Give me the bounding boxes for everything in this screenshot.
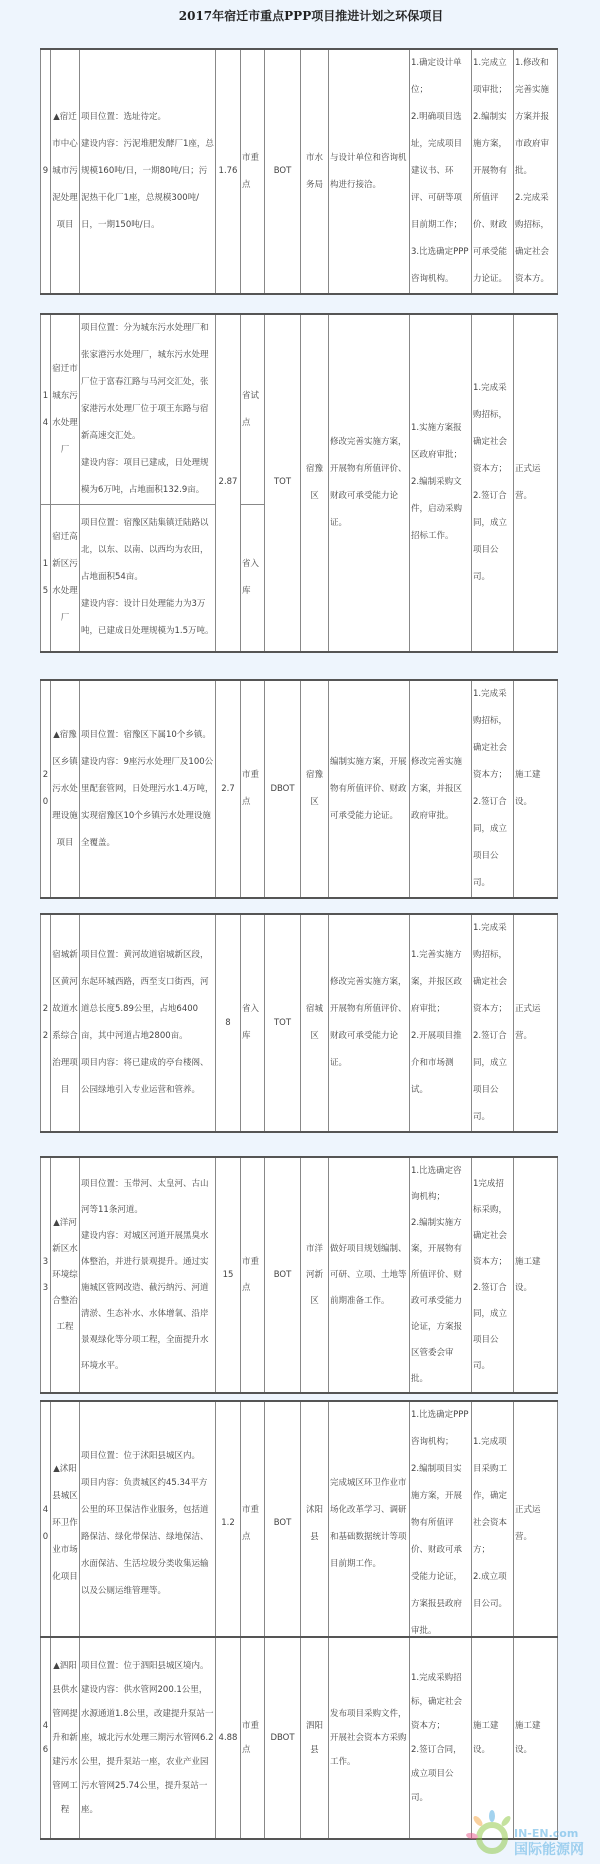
responsible-unit: 沭阳县	[301, 1401, 329, 1646]
responsible-unit: 市水务局	[301, 49, 329, 294]
project-table	[40, 679, 558, 899]
plan-phase-1-line: 1.完成采购招标，确定社会资本方；	[411, 1673, 463, 1731]
project-name: ▲洋河新区水环境综合整治工程	[51, 1157, 80, 1393]
cooperation-mode: TOT	[265, 314, 301, 652]
project-index: 40	[41, 1401, 51, 1646]
project-content-line: 项目位置：选址待定。	[81, 112, 167, 122]
project-content-line: 项目位置：黄河故道宿城新区段，东起环城西路，西至支口街西，河道总长度5.89公里，占地6400亩，其中河道占地2800亩。	[81, 950, 209, 1041]
plan-phase-3-line: 1.修改和完善实施方案并报市政府审批。	[515, 58, 550, 176]
plan-phase-3	[514, 1157, 558, 1393]
plan-phase-3	[514, 49, 558, 294]
plan-phase-3-line: 施工建设。	[515, 770, 541, 807]
project-content-line: 项目位置：玉带河、太皇河、古山河等11条河道。	[81, 1179, 209, 1215]
plan-phase-2-line: 1.完成采购招标，确定社会资本方；	[473, 689, 508, 780]
project-table	[40, 313, 558, 653]
plan-phase-1-line: 2.编制采购文件，启动采购招标工作。	[411, 477, 463, 542]
plan-phase-1-line: 2.编制项目实施方案，开展物有所值评价、财政可承受能力论证，方案报县政府审批。	[411, 1464, 463, 1636]
plan-phase-3-line: 正式运营。	[515, 1504, 541, 1542]
project-level: 市重点	[241, 1637, 265, 1839]
project-table	[40, 1400, 558, 1647]
project-index: 9	[41, 49, 51, 294]
project-content-line: 项目内容：负责城区约45.34平方公里的环卫保洁作业服务，包括道路保洁、绿化带保洁、绿地保洁、水面保洁、生活垃圾分类收集运输以及公厕运维管理等。	[81, 1477, 209, 1596]
project-name: ▲泗阳县供水管网提升和新建污水管网工程	[51, 1637, 80, 1839]
project-index: 33	[41, 1157, 51, 1393]
cooperation-mode: BOT	[265, 49, 301, 294]
current-progress-line: 发布项目采购文件，开展社会资本方采购工作。	[330, 1709, 407, 1767]
project-name: ▲宿豫区乡镇污水处理设施项目	[51, 680, 80, 898]
plan-phase-2-line: 2.成立项目公司。	[473, 1572, 508, 1609]
project-table	[40, 48, 558, 295]
plan-phase-2-line: 1.完成项目采购工作，确定社会资本方；	[473, 1437, 508, 1555]
current-progress-line: 修改完善实施方案，开展物有所值评价、财政可承受能力论证。	[330, 436, 407, 528]
project-content	[80, 680, 216, 898]
plan-phase-1	[410, 680, 472, 898]
plan-phase-1-line: 修改完善实施方案，并报区政府审批。	[411, 756, 463, 821]
current-progress-line: 修改完善实施方案，开展物有所值评价、财政可承受能力论证。	[330, 977, 407, 1068]
project-content	[80, 914, 216, 1132]
project-level: 市重点	[241, 1401, 265, 1646]
project-content-line: 项目位置：宿豫区陆集镇迁陆路以北，以东、以南、以西均为农田，占地面积54亩。	[81, 518, 209, 583]
project-level: 省入库	[241, 505, 265, 652]
current-progress-line: 与设计单位和咨询机构进行接洽。	[330, 152, 407, 190]
cooperation-mode: BOT	[265, 1157, 301, 1393]
table-row	[41, 914, 558, 1132]
plan-phase-1	[410, 1157, 472, 1393]
current-progress	[329, 680, 410, 898]
plan-phase-2-line: 2.签订合同，成立项目公司。	[473, 1283, 508, 1371]
plan-phase-1-line: 2.明确项目选址，完成项目建议书、环评、可研等项目前期工作；	[411, 112, 463, 230]
plan-phase-1-line: 2.开展项目推介和市场测试。	[411, 1031, 462, 1095]
project-name: 宿城新区黄河故道水系综合治理项目	[51, 914, 80, 1132]
project-name: ▲宿迁市中心城市污泥处理项目	[51, 49, 80, 294]
cooperation-mode: DBOT	[265, 1637, 301, 1839]
plan-phase-2	[472, 1401, 514, 1646]
plan-phase-3	[514, 914, 558, 1132]
current-progress	[329, 1401, 410, 1646]
project-content-line: 项目位置：分为城东污水处理厂和张家港污水处理厂，城东污水处理厂位于富春江路与马河交汇处，张家港污水处理厂位于项王东路与宿新高速交汇处。	[81, 323, 209, 441]
cooperation-mode: BOT	[265, 1401, 301, 1646]
plan-phase-2-line: 2.编制实施方案，开展物有所值评价、财政可承受能力论证。	[473, 112, 508, 284]
investment-value: 1.76	[216, 49, 241, 294]
plan-phase-1-line: 1.确定设计单位；	[411, 58, 462, 95]
project-content-line: 建设内容：设计日处理能力为3万吨，已建成日处理规模为1.5万吨。	[81, 599, 214, 637]
investment-value: 2.87	[216, 314, 241, 652]
project-content	[80, 505, 216, 652]
plan-phase-3-line: 2.完成采购招标，确定社会资本方。	[515, 193, 550, 284]
plan-phase-1	[410, 1401, 472, 1646]
investment-value: 2.7	[216, 680, 241, 898]
project-name: ▲沭阳县城区环卫作业市场化项目	[51, 1401, 80, 1646]
plan-phase-2-line: 2.签订合同，成立项目公司。	[473, 490, 508, 582]
project-table	[40, 1156, 558, 1394]
table-row	[41, 1157, 558, 1393]
project-content	[80, 1401, 216, 1646]
plan-phase-3-line: 施工建设。	[515, 1257, 541, 1293]
project-content-line: 项目内容：将已建成的亭台楼阁、公园绿地引入专业运营和管养。	[81, 1058, 209, 1095]
cooperation-mode: TOT	[265, 914, 301, 1132]
plan-phase-2-line: 施工建设。	[473, 1721, 499, 1755]
plan-phase-1-line: 1.完善实施方案，并报区政府审批；	[411, 950, 463, 1014]
table-row	[41, 1401, 558, 1646]
project-content	[80, 1157, 216, 1393]
plan-phase-3-line: 正式运营。	[515, 1004, 541, 1041]
plan-phase-3-line: 正式运营。	[515, 463, 541, 501]
project-content-line: 项目位置：宿豫区下属10个乡镇。	[81, 729, 211, 740]
project-index: 46	[41, 1637, 51, 1839]
plan-phase-1-line: 1.比选确定咨询机构；	[411, 1166, 462, 1202]
page-title: 2017年宿迁市重点PPP项目推进计划之环保项目	[178, 9, 444, 23]
plan-phase-2	[472, 314, 514, 652]
investment-value: 1.2	[216, 1401, 241, 1646]
project-name: 宿迁高新区污水处理厂	[51, 505, 80, 652]
plan-phase-1	[410, 314, 472, 652]
plan-phase-2-line: 2.签订合同，成立项目公司。	[473, 797, 508, 888]
plan-phase-1-line: 1.比选确定PPP咨询机构；	[411, 1410, 469, 1447]
plan-phase-2-line: 1.完成采购招标，确定社会资本方；	[473, 923, 508, 1014]
plan-phase-1	[410, 49, 472, 294]
current-progress	[329, 1637, 410, 1839]
responsible-unit: 宿豫区	[301, 314, 329, 652]
responsible-unit: 市洋河新区	[301, 1157, 329, 1393]
plan-phase-2	[472, 1157, 514, 1393]
plan-phase-1-line: 3.比选确定PPP咨询机构。	[411, 247, 469, 284]
project-content	[80, 49, 216, 294]
project-content-line: 建设内容：9座污水处理厂及100公里配套管网，日处理污水1.4万吨，实现宿豫区10个乡镇污水处理设施全覆盖。	[81, 756, 214, 848]
plan-phase-2-line: 1完成招标采购，确定社会资本方；	[473, 1179, 508, 1267]
watermark-logo	[462, 1808, 597, 1860]
responsible-unit: 宿城区	[301, 914, 329, 1132]
project-level: 省试点	[241, 314, 265, 505]
project-table	[40, 913, 558, 1133]
plan-phase-3	[514, 680, 558, 898]
project-index: 15	[41, 505, 51, 652]
current-progress-line: 编制实施方案，开展物有所值评价、财政可承受能力论证。	[330, 756, 407, 821]
plan-phase-3-line: 施工建设。	[515, 1721, 541, 1755]
responsible-unit: 泗阳县	[301, 1637, 329, 1839]
investment-value: 4.88	[216, 1637, 241, 1839]
project-index: 20	[41, 680, 51, 898]
project-content-line: 建设内容：污泥堆肥发酵厂1座，总规模160吨/日，一期80吨/日；污泥热干化厂1座，总规模300吨/日，一期150吨/日。	[81, 139, 214, 230]
table-row	[41, 680, 558, 898]
plan-phase-2-line: 2.签订合同，成立项目公司。	[473, 1031, 508, 1122]
project-content	[80, 314, 216, 505]
responsible-unit: 宿豫区	[301, 680, 329, 898]
plan-phase-2	[472, 680, 514, 898]
project-content-line: 建设内容：对城区河道开展黑臭水体整治，并进行景观提升。通过实施城区管网改造、截污纳污、河道清淤、生态补水、水体增氧、沿岸景观绿化等分项工程，全面提升水环境水平。	[81, 1231, 209, 1371]
project-content-line: 项目位置：位于沭阳县城区内。	[81, 1450, 201, 1461]
project-content-line: 项目位置：位于泗阳县城区境内。	[81, 1661, 209, 1671]
current-progress	[329, 314, 410, 652]
project-content-line: 建设内容：项目已建成，日处理规模为6万吨，占地面积132.9亩。	[81, 458, 209, 495]
table-row	[41, 314, 558, 505]
project-index: 22	[41, 914, 51, 1132]
project-level: 市重点	[241, 680, 265, 898]
plan-phase-2	[472, 49, 514, 294]
investment-value: 8	[216, 914, 241, 1132]
plan-phase-3	[514, 1401, 558, 1646]
project-content-line: 建设内容：供水管网200.1公里，水源通道1.8公里，改建提升泵站一座，城北污水处理三期污水管网6.2公里，提升泵站一座，农业产业园污水管网25.74公里，提升泵站一座。	[81, 1685, 214, 1815]
plan-phase-3	[514, 314, 558, 652]
plan-phase-2-line: 1.完成采购招标，确定社会资本方；	[473, 382, 508, 474]
plan-phase-1	[410, 914, 472, 1132]
svg-text:国际能源网: 国际能源网	[514, 1842, 584, 1858]
cooperation-mode: DBOT	[265, 680, 301, 898]
project-level: 省入库	[241, 914, 265, 1132]
plan-phase-1-line: 2.编制实施方案，开展物有所值评价、财政可承受能力论证，方案报区管委会审批。	[411, 1218, 463, 1384]
plan-phase-2	[472, 914, 514, 1132]
project-content	[80, 1637, 216, 1839]
current-progress-line: 完成城区环卫作业市场化改革学习、调研和基础数据统计等项目前期工作。	[330, 1477, 407, 1569]
plan-phase-1-line: 2.签订合同，成立项目公司。	[411, 1745, 462, 1803]
current-progress	[329, 1157, 410, 1393]
project-level: 市重点	[241, 1157, 265, 1393]
current-progress-line: 做好项目规划编制、可研、立项、土地等前期准备工作。	[330, 1244, 407, 1306]
svg-text:IN-EN.com: IN-EN.com	[514, 1827, 579, 1840]
table-row	[41, 49, 558, 294]
plan-phase-1-line: 1.实施方案报区政府审批；	[411, 423, 463, 461]
plan-phase-2-line: 1.完成立项审批；	[473, 58, 508, 95]
project-index: 14	[41, 314, 51, 505]
current-progress	[329, 49, 410, 294]
project-level: 市重点	[241, 49, 265, 294]
investment-value: 15	[216, 1157, 241, 1393]
current-progress	[329, 914, 410, 1132]
project-name: 宿迁市城东污水处理厂	[51, 314, 80, 505]
